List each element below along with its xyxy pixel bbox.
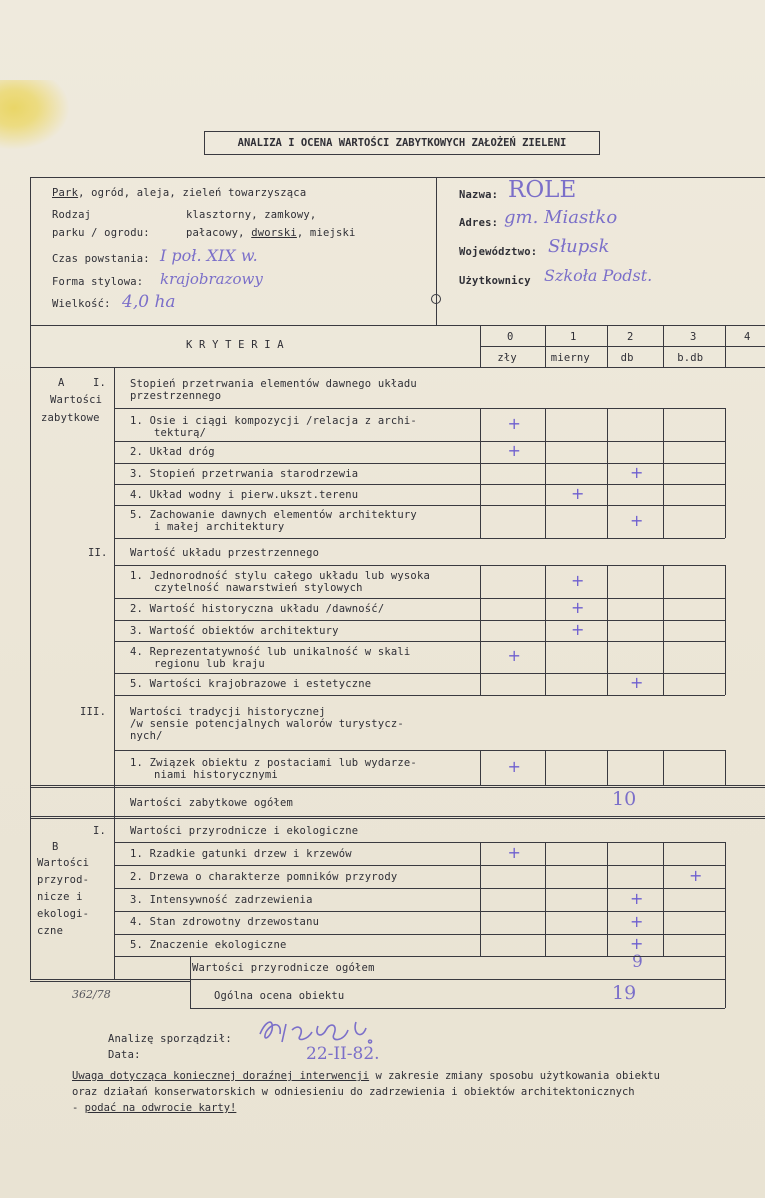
cell-line-d5-1 <box>545 934 546 956</box>
cell-line-a4-4 <box>725 484 726 505</box>
rating-mark-d4: + <box>630 911 644 931</box>
cell-line-b3-0 <box>480 620 481 641</box>
section-a-name-1: Wartości <box>50 394 103 406</box>
cell-line-d4-0 <box>480 911 481 934</box>
czas-value: I poł. XIX w. <box>160 246 258 265</box>
cell-line-b1-4 <box>725 565 726 598</box>
group-1-heading-1: Stopień przetrwania elementów dawnego układu <box>130 378 417 390</box>
b-bottom-line <box>114 956 725 957</box>
cell-line-c1-3 <box>663 750 664 785</box>
object-type-line: Park, ogród, aleja, zieleń towarzysząca <box>52 187 307 199</box>
score-num-0: 0 <box>507 331 514 343</box>
cell-line-a5-2 <box>607 505 608 538</box>
score-num-2: 2 <box>627 331 634 343</box>
score-num-1: 1 <box>570 331 577 343</box>
signature <box>252 1012 392 1048</box>
rating-mark-c1: + <box>507 756 521 776</box>
score-label-3: b.db <box>677 352 704 364</box>
section-b-name-1: Wartości <box>37 857 90 869</box>
section-b-name-4: ekologi- <box>37 908 90 920</box>
row-d5-text: 5. Znaczenie ekologiczne <box>130 939 287 951</box>
cell-line-b4-4 <box>725 641 726 673</box>
cell-line-a3-3 <box>663 463 664 484</box>
cell-line-a4-2 <box>607 484 608 505</box>
cell-line-a1-4 <box>725 408 726 441</box>
row-d2-text: 2. Drzewa o charakterze pomników przyrody <box>130 871 398 883</box>
overall-left <box>190 956 191 1008</box>
cell-line-d3-4 <box>725 888 726 911</box>
section-b-letter: B <box>52 841 59 853</box>
row-a5-text: 5. Zachowanie dawnych elementów architektury i małej architektury <box>130 509 417 533</box>
rating-mark-b4: + <box>507 646 521 665</box>
kinds-line1: klasztorny, zamkowy, <box>186 209 317 221</box>
group-2-heading: Wartość układu przestrzennego <box>130 547 320 559</box>
row-a3-text: 3. Stopień przetrwania starodrzewia <box>130 468 359 480</box>
row-d4-text: 4. Stan zdrowotny drzewostanu <box>130 916 320 928</box>
row-bottom-a5 <box>114 538 725 539</box>
cell-line-a3-2 <box>607 463 608 484</box>
rating-mark-a4: + <box>571 483 585 503</box>
cell-line-a2-2 <box>607 441 608 463</box>
row-bottom-b5 <box>114 695 725 696</box>
wielkosc-label: Wielkość: <box>52 298 111 310</box>
row-top-a5 <box>114 505 725 506</box>
divider-knob <box>431 294 441 304</box>
header-col-line-3 <box>663 325 664 367</box>
cell-line-a4-3 <box>663 484 664 505</box>
cell-line-b2-1 <box>545 598 546 620</box>
cell-line-a3-0 <box>480 463 481 484</box>
cell-line-d1-2 <box>607 842 608 865</box>
section-b-end <box>30 979 190 982</box>
section-b-divider <box>30 816 765 819</box>
overall-bottom <box>190 1008 725 1009</box>
cell-line-a1-2 <box>607 408 608 441</box>
group-1-heading-2: przestrzennego <box>130 390 222 402</box>
cell-line-b2-0 <box>480 598 481 620</box>
forma-label: Forma stylowa: <box>52 276 144 288</box>
cell-line-d5-0 <box>480 934 481 956</box>
group-3-heading-1: Wartości tradycji historycznej <box>130 706 326 718</box>
czas-label: Czas powstania: <box>52 253 150 265</box>
cell-line-d2-1 <box>545 865 546 888</box>
total-a-value: 10 <box>612 788 637 810</box>
cell-line-b3-1 <box>545 620 546 641</box>
rating-mark-d3: + <box>630 888 644 908</box>
rodzaj-label: Rodzaj <box>52 209 92 221</box>
group-3-heading-3: nych/ <box>130 730 163 742</box>
uzytkownicy-value: Szkoła Podst. <box>544 266 653 285</box>
cell-line-d4-3 <box>663 911 664 934</box>
cell-line-a5-1 <box>545 505 546 538</box>
cell-line-a2-4 <box>725 441 726 463</box>
nazwa-label: Nazwa: <box>459 189 499 201</box>
cell-line-a5-4 <box>725 505 726 538</box>
total-b-value: 9 <box>632 952 643 972</box>
cell-line-a1-0 <box>480 408 481 441</box>
cell-line-a1-3 <box>663 408 664 441</box>
cell-line-b5-0 <box>480 673 481 695</box>
criteria-header: K R Y T E R I A <box>186 339 284 351</box>
row-b3-text: 3. Wartość obiektów architektury <box>130 625 339 637</box>
rating-mark-a2: + <box>507 441 521 460</box>
kinds-line2: pałacowy, dworski, miejski <box>186 227 356 239</box>
cell-line-a3-1 <box>545 463 546 484</box>
prepared-by-label: Analizę sporządził: <box>108 1033 232 1045</box>
uzytkownicy-label: Użytkownicy <box>459 275 531 287</box>
rating-mark-b3: + <box>571 619 585 639</box>
cell-line-d2-0 <box>480 865 481 888</box>
cell-line-d1-3 <box>663 842 664 865</box>
cell-line-a4-0 <box>480 484 481 505</box>
total-b-label: Wartości przyrodnicze ogółem <box>192 962 375 974</box>
section-b-name-3: nicze i <box>37 891 83 903</box>
cell-line-d3-3 <box>663 888 664 911</box>
adres-value: gm. Miastko <box>504 207 618 228</box>
cell-line-a5-3 <box>663 505 664 538</box>
rating-mark-d2: + <box>689 865 703 885</box>
cell-line-c1-4 <box>725 750 726 785</box>
cell-line-b1-2 <box>607 565 608 598</box>
score-num-3: 3 <box>690 331 697 343</box>
cell-line-d1-1 <box>545 842 546 865</box>
cell-line-d2-3 <box>663 865 664 888</box>
cell-line-d2-4 <box>725 865 726 888</box>
cell-line-b1-1 <box>545 565 546 598</box>
left-border <box>30 367 31 980</box>
row-b4-text: 4. Reprezentatywność lub unikalność w skali regionu lub kraju <box>130 646 411 670</box>
cell-line-d3-1 <box>545 888 546 911</box>
section-b-name-5: czne <box>37 925 64 937</box>
row-a4-text: 4. Układ wodny i pierw.ukszt.terenu <box>130 489 359 501</box>
row-top-d1 <box>114 842 725 843</box>
cell-line-d4-1 <box>545 911 546 934</box>
score-label-2: db <box>620 352 634 364</box>
row-b2-text: 2. Wartość historyczna układu /dawność/ <box>130 603 385 615</box>
section-a-roman-3: III. <box>80 706 107 718</box>
group-3-heading-2: /w sensie potencjalnych walorów turystycz- <box>130 718 404 730</box>
row-top-b1 <box>114 565 725 566</box>
header-col-line-1 <box>545 325 546 367</box>
row-top-b4 <box>114 641 725 642</box>
row-top-a4 <box>114 484 725 485</box>
row-a1-text: 1. Osie i ciągi kompozycji /relacja z archi- tekturą/ <box>130 415 417 439</box>
header-col-line-2 <box>607 325 608 367</box>
cell-line-b3-4 <box>725 620 726 641</box>
cell-line-b5-1 <box>545 673 546 695</box>
section-b-name-2: przyrod- <box>37 874 90 886</box>
cell-line-d5-2 <box>607 934 608 956</box>
forma-value: krajobrazowy <box>160 270 263 288</box>
row-top-a1 <box>114 408 725 409</box>
cell-line-b3-2 <box>607 620 608 641</box>
row-c1-text: 1. Związek obiektu z postaciami lub wydarze- niami historycznymi <box>130 757 417 781</box>
cell-line-b4-3 <box>663 641 664 673</box>
wojewodztwo-label: Województwo: <box>459 246 538 258</box>
row-top-a2 <box>114 441 725 442</box>
cell-line-a2-0 <box>480 441 481 463</box>
cell-line-d1-4 <box>725 842 726 865</box>
score-label-1: mierny <box>550 352 590 364</box>
row-top-b2 <box>114 598 725 599</box>
rating-mark-d5: + <box>630 934 644 953</box>
score-label-0: zły <box>497 352 517 364</box>
cell-line-d4-2 <box>607 911 608 934</box>
cell-line-b4-2 <box>607 641 608 673</box>
row-b1-text: 1. Jednorodność stylu całego układu lub wysoka czytelność nawarstwień stylowych <box>130 570 430 594</box>
cell-line-d3-2 <box>607 888 608 911</box>
header-col-line-4 <box>725 325 726 367</box>
section-a-roman-1: I. <box>93 377 107 389</box>
row-top-c1 <box>114 750 725 751</box>
cell-line-a4-1 <box>545 484 546 505</box>
section-a-roman-2: II. <box>88 547 108 559</box>
nazwa-value: ROLE <box>508 177 577 203</box>
cell-line-d5-3 <box>663 934 664 956</box>
overall-label: Ogólna ocena obiektu <box>214 990 345 1002</box>
rating-mark-d1: + <box>507 842 521 862</box>
intervention-note: Uwaga dotycząca koniecznej doraźnej interwencji w zakresie zmiany sposobu użytkowania obiektu oraz działań konserwatorskich w odniesieniu do zadrzewienia i obiektów architektonicznych - podać na odwrocie karty! <box>72 1070 660 1114</box>
row-d3-text: 3. Intensywność zadrzewienia <box>130 894 313 906</box>
rating-mark-a5: + <box>630 510 644 530</box>
parku-label: parku / ogrodu: <box>52 227 150 239</box>
yellow-stain <box>0 80 70 150</box>
cell-line-b4-1 <box>545 641 546 673</box>
cell-line-b4-0 <box>480 641 481 673</box>
wielkosc-value: 4,0 ha <box>122 292 176 312</box>
section-a-letter: A <box>58 377 65 389</box>
cell-line-b5-4 <box>725 673 726 695</box>
row-a2-text: 2. Układ dróg <box>130 446 215 458</box>
row-top-b3 <box>114 620 725 621</box>
cell-line-b2-3 <box>663 598 664 620</box>
cell-line-b1-3 <box>663 565 664 598</box>
score-num-4: 4 <box>744 331 751 343</box>
cell-line-a5-0 <box>480 505 481 538</box>
date-value: 22-II-82. <box>306 1044 380 1064</box>
date-label: Data: <box>108 1049 141 1061</box>
rating-mark-b2: + <box>571 598 585 617</box>
rating-mark-a1: + <box>507 413 521 433</box>
cell-line-d4-4 <box>725 911 726 934</box>
rating-mark-b1: + <box>571 570 585 590</box>
header-col-line-0 <box>480 325 481 367</box>
section-b-heading: Wartości przyrodnicze i ekologiczne <box>130 825 359 837</box>
cell-line-b2-2 <box>607 598 608 620</box>
cell-line-c1-2 <box>607 750 608 785</box>
cell-line-b5-2 <box>607 673 608 695</box>
cell-line-a3-4 <box>725 463 726 484</box>
row-b5-text: 5. Wartości krajobrazowe i estetyczne <box>130 678 372 690</box>
overall-right <box>725 956 726 1008</box>
adres-label: Adres: <box>459 217 499 229</box>
cell-line-d2-2 <box>607 865 608 888</box>
section-a-name-2: zabytkowe <box>41 412 100 424</box>
cell-line-b3-3 <box>663 620 664 641</box>
cell-line-c1-0 <box>480 750 481 785</box>
cell-line-b1-0 <box>480 565 481 598</box>
cell-line-d1-0 <box>480 842 481 865</box>
row-d1-text: 1. Rzadkie gatunki drzew i krzewów <box>130 848 352 860</box>
cell-line-a2-3 <box>663 441 664 463</box>
total-a-label: Wartości zabytkowe ogółem <box>130 797 294 809</box>
cell-line-a2-1 <box>545 441 546 463</box>
form-title: ANALIZA I OCENA WARTOŚCI ZABYTKOWYCH ZAŁOŻEŃ ZIELENI <box>204 131 600 155</box>
cell-line-d5-4 <box>725 934 726 956</box>
rating-mark-b5: + <box>630 673 644 692</box>
cell-line-b2-4 <box>725 598 726 620</box>
overall-top <box>190 979 725 980</box>
row-top-d2 <box>114 865 725 866</box>
section-b-roman: I. <box>93 825 107 837</box>
section-a-divider <box>30 785 765 788</box>
overall-value: 19 <box>612 982 637 1004</box>
rating-mark-a3: + <box>630 462 644 482</box>
reference-number: 362/78 <box>72 988 111 1001</box>
cell-line-d3-0 <box>480 888 481 911</box>
cell-line-b5-3 <box>663 673 664 695</box>
wojewodztwo-value: Słupsk <box>548 236 610 257</box>
cell-line-a1-1 <box>545 408 546 441</box>
criteria-left-border <box>114 367 115 979</box>
cell-line-c1-1 <box>545 750 546 785</box>
